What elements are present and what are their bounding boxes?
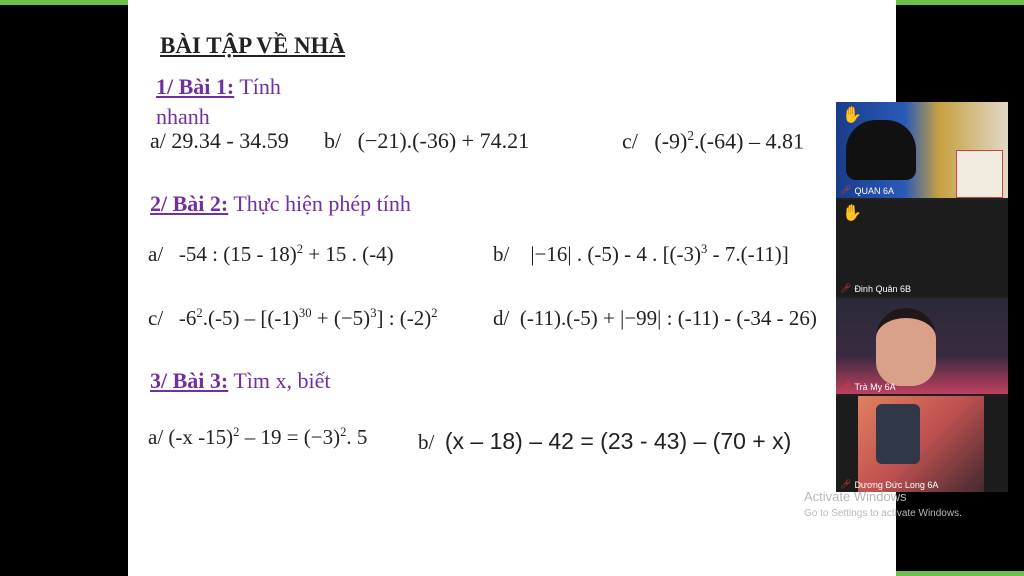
expr-part: ] : (-2) [376,306,432,330]
page-title: BÀI TẬP VỀ NHÀ [160,33,346,58]
label-b: b/ [324,128,342,153]
exercise-3-desc: Tìm x, biết [233,368,331,393]
exercise-2a [148,242,394,267]
exercise-1-desc: Tính [239,74,281,99]
exercise-1-desc-cont: nhanh [156,104,210,129]
exercise-2-heading [150,191,411,217]
expr-part: .(-5) – [(-1) [202,306,299,330]
exponent: 3 [701,242,708,256]
participant-name-tag [840,381,896,392]
expr-1c-part: .(-64) – 4.81 [693,128,804,154]
top-right-accent [896,0,1024,5]
exponent: 2 [431,306,438,320]
expr-part: + (−5) [311,306,371,330]
participant-video-object [956,150,1003,198]
exponent: 3 [370,306,377,320]
exercise-3-label: 3/ Bài 3: [150,368,229,393]
participant-name-tag [840,283,911,294]
participant-name: Đinh Quân 6B [854,283,911,294]
exercise-3-heading [150,368,331,394]
exponent: 2 [687,128,694,143]
label-b: b/ [418,430,435,454]
watermark-subtitle: Go to Settings to activate Windows. [804,508,962,519]
label-a: a/ [148,242,164,266]
exercise-2c [148,306,438,331]
expr-part: -6 [178,306,197,330]
label-c: c/ [148,306,164,330]
exercise-1b [324,128,529,154]
expr-part: - 7.(-11)] [707,242,789,266]
label-c: c/ [622,128,638,154]
expr-part: . 5 [346,425,368,449]
exercise-2b [493,242,789,267]
participant-tile[interactable] [836,298,1008,394]
participant-name: Dương Đức Long 6A [854,479,939,490]
expr-part: – 19 = (−3) [239,425,341,449]
expr-part: |−16| . (-5) - 4 . [(-3) [530,242,702,266]
exponent: 2 [340,425,347,439]
exercise-2-desc: Thực hiện phép tính [233,191,411,216]
raised-hand-icon: ✋ [842,107,862,124]
expr-1b: (−21).(-36) + 74.21 [357,128,530,153]
exercise-1a: a/ 29.34 - 34.59 [150,128,289,153]
exercise-1-label: 1/ Bài 1: [156,74,235,99]
label-d: d/ [493,306,510,330]
participant-name-tag [840,185,894,196]
expr-3b: (x – 18) – 42 = (23 - 43) – (70 + x) [444,428,792,454]
participant-tile[interactable] [836,396,1008,492]
participant-tile[interactable] [836,200,1008,296]
expr-part: (-11).(-5) + |−99| : (-11) - (-34 - 26) [519,306,817,330]
mic-muted-icon: 🎤︎ [840,479,852,489]
participant-video-object [846,120,916,180]
label-b: b/ [493,242,510,266]
participant-tile[interactable] [836,102,1008,198]
participant-name: Trà My 6A [854,381,896,392]
mic-muted-icon: 🎤︎ [840,185,852,195]
mic-muted-icon: 🎤︎ [840,381,852,391]
exercise-2d [493,306,817,331]
mic-muted-icon: 🎤︎ [840,283,852,293]
participant-name: QUAN 6A [854,185,894,196]
expr-part: + 15 . (-4) [303,242,394,266]
exercise-3b [418,428,791,455]
activate-windows-watermark [804,489,962,519]
raised-hand-icon: ✋ [842,205,862,222]
label-a: a/ [148,425,164,449]
exercise-1-heading [156,74,281,100]
participant-video-face [876,308,936,386]
exercise-3a [148,425,367,450]
exercise-1c [622,128,804,154]
exponent: 2 [296,242,304,256]
exponent: 2 [196,306,203,320]
exponent: 2 [233,425,240,439]
expr-1c-part: (-9) [654,128,688,154]
participants-panel [836,102,1008,492]
participant-video-object [876,404,920,464]
exercise-2-label: 2/ Bài 2: [150,191,229,216]
expr-part: (-x -15) [168,425,234,449]
expr-part: -54 : (15 - 18) [178,242,297,266]
bottom-right-accent [884,571,1024,576]
exponent: 30 [298,306,312,320]
watermark-title: Activate Windows [804,489,907,504]
slide [128,0,896,576]
